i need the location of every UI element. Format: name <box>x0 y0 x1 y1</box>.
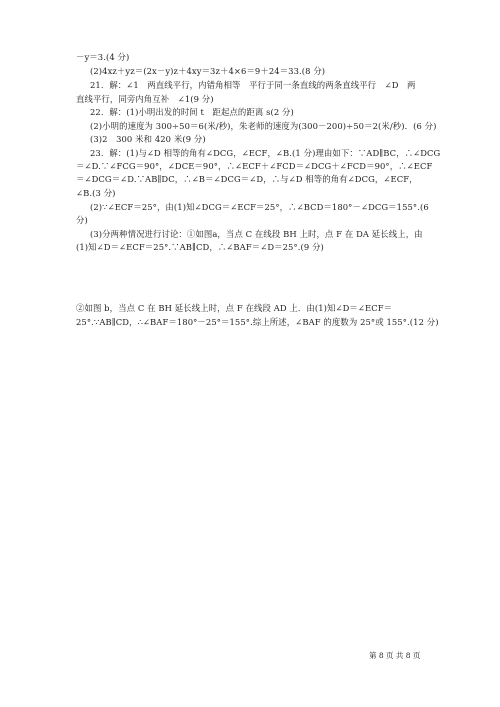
answer-line: 25°.∵AB∥CD，∴∠BAF＝180°－25°＝155°.综上所述，∠BAF 的度数为 25°或 155°.(12 分) <box>76 317 439 327</box>
answer-line: (3)分两种情况进行讨论：①如图a，当点 C 在线段 BH 上时，点 F 在 DA 延长线上，由 <box>90 229 423 239</box>
answer-line: (2)小明的速度为 300÷50＝6(米/秒)，朱老师的速度为(300－200)÷50＝2(米/秒)．(6 分) <box>90 121 437 131</box>
answer-line: 分) <box>76 215 88 225</box>
answer-line: 23．解：(1)与∠D 相等的角有∠DCG，∠ECF，∠B.(1 分)理由如下：∵AD∥BC，∴∠DCG <box>90 148 441 158</box>
answer-line: (3)2 300 米和 420 米(9 分) <box>90 134 206 144</box>
answer-line: －y＝3.(4 分) <box>76 52 130 62</box>
answer-line: ②如图 b，当点 C 在 BH 延长线上时，点 F 在线段 AD 上．由(1)知∠D＝∠ECF＝ <box>76 303 393 313</box>
page-number-footer: 第 8 页 共 8 页 <box>369 651 421 660</box>
answer-line: 22．解：(1)小明出发的时间 t 距起点的距离 s(2 分) <box>90 107 294 117</box>
answer-line: ＝∠DCG＝∠D.∵AB∥DC，∴∠B＝∠DCG＝∠D，∴与∠D 相等的角有∠DCG，∠ECF， <box>76 174 418 184</box>
answer-line: (2)4xz＋yz＝(2x－y)z＋4xy＝3z＋4×6＝9＋24＝33.(8 分) <box>90 66 326 76</box>
answer-line: ∠B.(3 分) <box>76 188 116 198</box>
answer-line: 21．解：∠1 两直线平行，内错角相等 平行于同一条直线的两条直线平行 ∠D 两 <box>90 80 416 90</box>
answer-line: ＝∠D.∵∠FCG＝90°，∠DCE＝90°，∴∠ECF＋∠FCD＝∠DCG＋∠FCD＝90°，∴∠ECF <box>76 161 433 171</box>
answer-line: 直线平行，同旁内角互补 ∠1(9 分) <box>76 94 214 104</box>
answer-line: (2)∵∠ECF＝25°，由(1)知∠DCG＝∠ECF＝25°，∴∠BCD＝180°－∠DCG＝155°.(6 <box>90 202 429 212</box>
answer-line: (1)知∠D＝∠ECF＝25°.∵AB∥CD，∴∠BAF＝∠D＝25°.(9 分) <box>76 242 324 252</box>
